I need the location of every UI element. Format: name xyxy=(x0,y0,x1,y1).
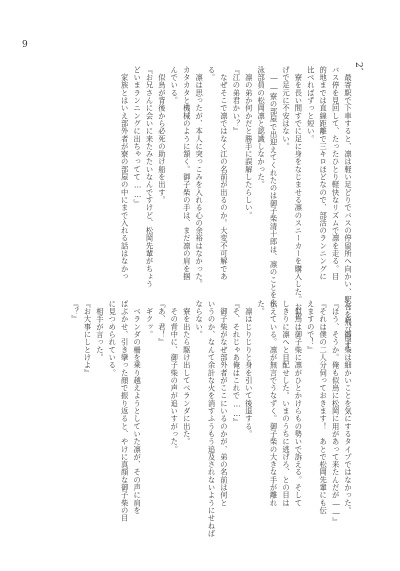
text-line: ばぶかせ、引き攣った顔で振り返ると、やけに真顔な御子柴の目 xyxy=(120,300,130,522)
text-line: バス停を見回して、たったひとり軽快なリズムで凛を走る。目 xyxy=(331,66,341,281)
text-line: 似鳥は御子柴に凛がひとかけらもの勢いで訴える。そして xyxy=(294,300,304,507)
text-line: た。が、御子柴は細かいことを気にするタイプではなかった。 xyxy=(344,300,353,515)
text-line: 相手が言った。 xyxy=(95,300,105,362)
text-line: 最寄駅で下車すると、凛は軽い足どりでバスの停留所へ向かい、駅舎を飛び出す。 xyxy=(344,66,353,357)
text-line: どいまランニングに出ちゃってて……』 xyxy=(133,66,143,208)
text-line: 的地までは直線距離で三キロほどなので、部活のランニングに xyxy=(319,66,329,281)
text-line: ベランダの柵を乗り越えようとしていた凛が、その声に肩を xyxy=(133,300,143,515)
text-line: いうのか、なんて余計な火を消すふうもう追及されないようにせねば xyxy=(207,300,217,538)
text-line: 『？』 xyxy=(71,300,81,323)
text-line: 『お兄さんに会いに来たみたいなんですけど、松岡先輩がちょう xyxy=(145,66,155,288)
page-number: 9 xyxy=(22,40,28,50)
text-line: 寮を出たら駆け出してベランダに出た。 xyxy=(182,300,192,446)
text-line: た。 xyxy=(257,300,267,316)
lower-text-block xyxy=(69,300,354,538)
text-line: る。 xyxy=(207,66,217,82)
text-line: 『それは僕の二人分伺っておきます！ あとで松岡先輩にも伝 xyxy=(319,300,329,515)
text-line: 家族とはいえ部外者が寮の部屋の中にまで入れる話はなかっ xyxy=(120,66,130,281)
text-line: ならない。 xyxy=(195,300,205,339)
text-line: 御子柴がなぜ部外者がここにいるのかが、弟の名前は何と xyxy=(219,300,229,507)
text-line: 伝えている。凛が無言でうなずく。御子柴の大きな手が離れ xyxy=(269,300,279,507)
section-number: 2、 xyxy=(353,62,363,77)
text-line: 凛はじりじりと身を引いて後退する。 xyxy=(244,300,254,438)
text-line: 比べればずっと短い。 xyxy=(306,66,316,143)
text-line: んでいる。 xyxy=(170,66,180,105)
text-line: えますので！』 xyxy=(306,300,316,354)
text-line: しきりに凛へと目配せした。いまのうちに逃げろ、との目は xyxy=(281,300,291,507)
text-line: 寮を長い間すでに足に身をなじませる凛のスニーカーを購入した。おか xyxy=(294,66,304,319)
text-line: カタカタと機械のように頷く。御子柴の手は、まだ凛の肩を掴 xyxy=(182,66,192,281)
text-line: 凛は思ったが、本人に突っこみを入れる心の余裕はなかった。 xyxy=(195,66,205,288)
text-line: ギクッ。 xyxy=(145,300,155,339)
text-line: 『ほう、そうか。俺も似鳥に松岡に用があって来たんだが――』 xyxy=(331,300,341,526)
text-line: 凛の弟か何かだと勝手に誤解したらしい。 xyxy=(244,66,254,219)
text-line: 『お大事にしとけよ』 xyxy=(83,300,93,377)
text-line: その背中に、御子柴の声が追いすがった。 xyxy=(170,300,180,453)
text-line: なぜそこで凛ではなく江の名前が出るのか。大変不可解であ xyxy=(219,66,229,281)
text-line: 『そ、それじゃあ俺はこれで……』 xyxy=(232,300,242,426)
text-line: 似鳥が背後から必死の助け船を出す。 xyxy=(157,66,167,204)
text-line: 泳部員の松岡凛と認識しなかった。 xyxy=(257,66,267,189)
text-line: ――寮の部屋で出迎えてくれたのは御子柴清十郎は、凛のことを永 xyxy=(269,66,279,307)
text-line: に見つめられている。 xyxy=(108,300,118,377)
text-line: げで足元に不安はない。 xyxy=(281,66,291,151)
text-line: 『江の弟君かい？』 xyxy=(232,66,242,135)
text-line: 『あ、君！』 xyxy=(157,300,167,346)
